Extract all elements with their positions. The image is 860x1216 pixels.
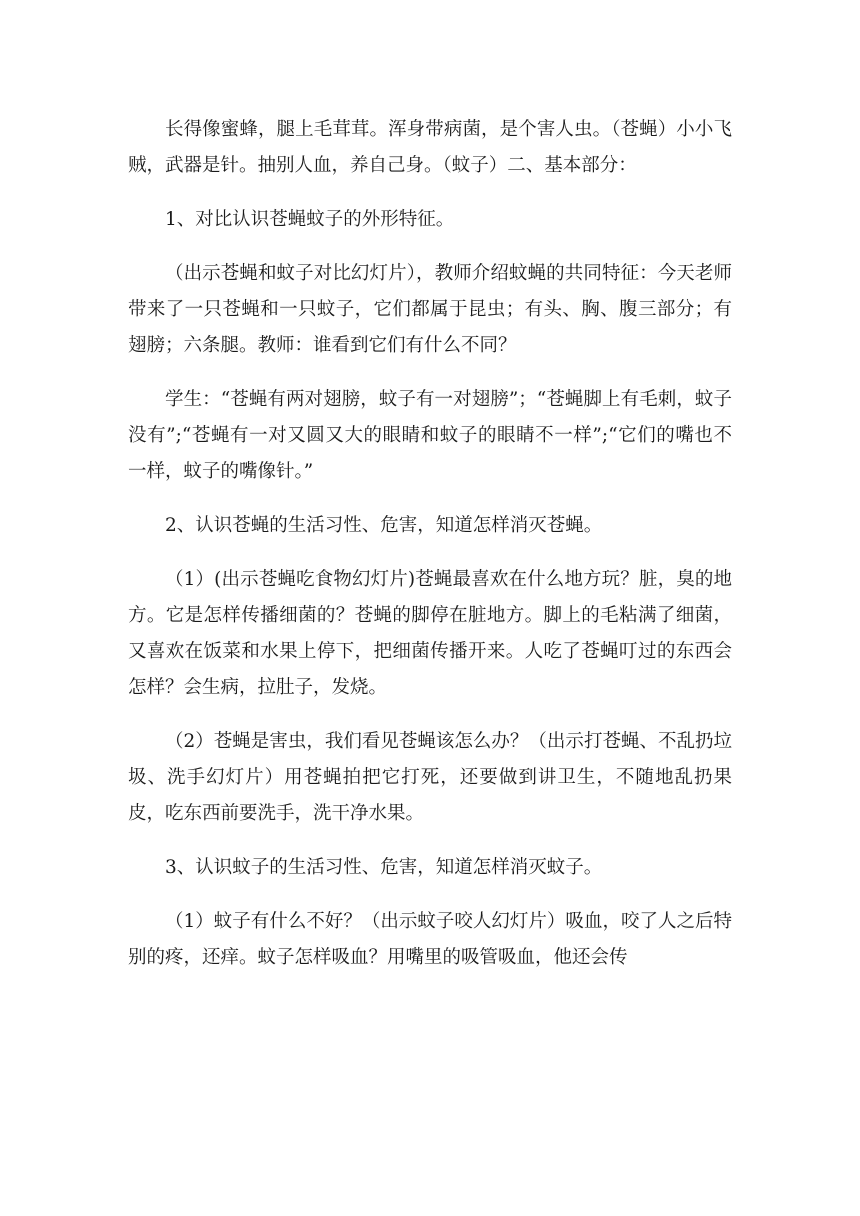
document-body — [128, 112, 732, 994]
paragraph-mosquito-harm: （1）蚊子有什么不好？（出示蚊子咬人幻灯片）吸血，咬了人之后特别的疼，还痒。蚊子怎样吸血？用嘴里的吸管吸血，他还会传 — [128, 911, 732, 968]
paragraph-section-1-heading: 1、对比认识苍蝇蚊子的外形特征。 — [165, 209, 455, 230]
paragraph-student-answers: 学生：“苍蝇有两对翅膀，蚊子有一对翅膀”；“苍蝇脚上有毛刺，蚊子没有”;“苍蝇有一对又圆又大的眼睛和蚊子的眼睛不一样”;“它们的嘴也不一样，蚊子的嘴像针。” — [128, 389, 732, 482]
paragraph-fly-habits: （1）(出示苍蝇吃食物幻灯片)苍蝇最喜欢在什么地方玩？脏，臭的地方。它是怎样传播细菌的？苍蝇的脚停在脏地方。脚上的毛粘满了细菌，又喜欢在饭菜和水果上停下，把细菌传播开来。人吃了苍蝇叮过的东西会怎样？会生病，拉肚子，发烧。 — [128, 569, 732, 698]
paragraph-riddles: 长得像蜜蜂，腿上毛茸茸。浑身带病菌，是个害人虫。（苍蝇）小小飞贼，武器是针。抽别人血，养自己身。（蚊子）二、基本部分： — [128, 119, 732, 176]
paragraph-common-features: （出示苍蝇和蚊子对比幻灯片），教师介绍蚊蝇的共同特征：今天老师带来了一只苍蝇和一只蚊子，它们都属于昆虫；有头、胸、腹三部分；有翅膀；六条腿。教师：谁看到它们有什么不同？ — [128, 263, 732, 356]
paragraph-fly-elimination: （2）苍蝇是害虫，我们看见苍蝇该怎么办？（出示打苍蝇、不乱扔垃圾、洗手幻灯片）用苍蝇拍把它打死，还要做到讲卫生，不随地乱扔果皮，吃东西前要洗手，洗干净水果。 — [128, 731, 732, 824]
paragraph-section-2-heading: 2、认识苍蝇的生活习性、危害，知道怎样消灭苍蝇。 — [165, 515, 603, 536]
paragraph-section-3-heading: 3、认识蚊子的生活习性、危害，知道怎样消灭蚊子。 — [165, 857, 603, 878]
